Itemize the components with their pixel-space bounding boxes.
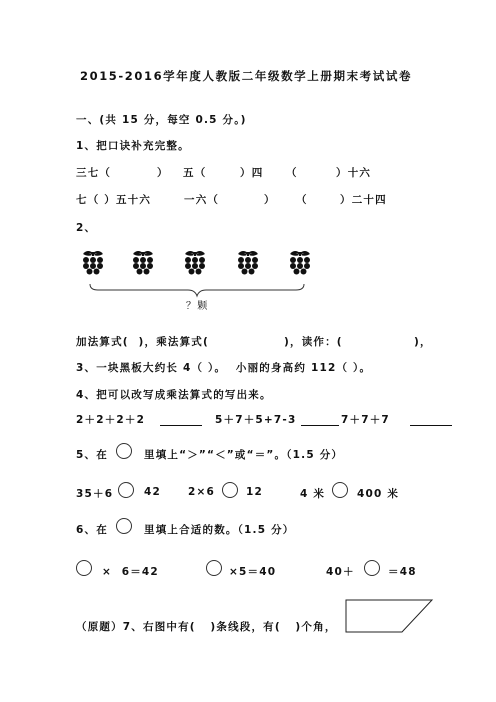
answer-circle[interactable]	[332, 482, 348, 498]
answer-circle[interactable]	[206, 560, 222, 576]
q6-item-1: × 6＝42	[102, 566, 159, 578]
question-3: 3、一块黑板大约长 4（ ）。 小丽的身高约 112（ ）。	[76, 362, 372, 374]
q1-row1-part-d: ）四	[240, 167, 264, 179]
q1-row2-part-a: 七（ ）五十六	[76, 194, 152, 206]
trapezoid-figure	[344, 598, 434, 634]
q2-line-part-a: 加法算式( )，乘法算式(	[76, 336, 210, 348]
answer-circle[interactable]	[76, 560, 92, 576]
answer-blank[interactable]	[301, 425, 339, 426]
question-2-label: 2、	[76, 222, 97, 234]
q6-item-3-right: ＝48	[388, 566, 417, 578]
q2-line-part-b: )，读作：(	[284, 336, 343, 348]
q1-row2-part-d: （	[296, 194, 308, 206]
question-5-label-b: 里填上“＞”“＜”或“＝”。（1.5 分）	[144, 449, 344, 461]
brace-label: ？颗	[186, 301, 209, 312]
grape-icon	[235, 250, 261, 276]
answer-circle[interactable]	[116, 518, 132, 534]
answer-circle[interactable]	[222, 482, 238, 498]
answer-blank[interactable]	[410, 425, 452, 426]
answer-blank[interactable]	[160, 425, 202, 426]
section-heading: 一、(共 15 分，每空 0.5 分。)	[76, 114, 247, 126]
answer-circle[interactable]	[118, 482, 134, 498]
q6-item-3-left: 40＋	[326, 566, 355, 578]
q4-expression-3: 7＋7＋7	[341, 414, 390, 426]
curly-brace	[88, 282, 306, 298]
q5-item-3-left: 4 米	[300, 488, 326, 500]
grape-icon	[287, 250, 313, 276]
q1-row1-part-f: ）十六	[336, 167, 372, 179]
q5-item-1-right: 42	[144, 486, 162, 498]
question-1-label: 1、把口诀补充完整。	[76, 140, 190, 152]
q2-line-part-c: )，	[414, 336, 432, 348]
question-6-label-b: 里填上合适的数。（1.5 分）	[144, 524, 295, 536]
q1-row2-part-b: 一六（	[184, 194, 220, 206]
q5-item-2-right: 12	[246, 486, 264, 498]
q5-item-2-left: 2×6	[188, 486, 216, 498]
question-5-label-a: 5、在	[76, 449, 108, 461]
q5-item-3-right: 400 米	[357, 488, 400, 500]
grape-icon	[130, 250, 156, 276]
q1-row2-part-e: ）二十四	[340, 194, 387, 206]
q4-expression-2: 5＋7＋5+7-3	[215, 414, 297, 426]
question-7: （原题）7、右图中有( )条线段，有( )个角，	[76, 621, 337, 633]
answer-circle[interactable]	[116, 443, 132, 459]
q5-item-1-left: 35＋6	[76, 488, 114, 500]
q1-row1-part-b: ）	[157, 167, 169, 179]
question-4-label: 4、把可以改写成乘法算式的写出来。	[76, 389, 272, 401]
question-6-label-a: 6、在	[76, 524, 108, 536]
q4-expression-1: 2＋2＋2＋2	[76, 414, 146, 426]
q1-row1-part-a: 三七（	[76, 167, 112, 179]
q1-row1-part-c: 五（	[183, 167, 207, 179]
grape-icon	[182, 250, 208, 276]
answer-circle[interactable]	[364, 560, 380, 576]
q1-row1-part-e: （	[286, 167, 298, 179]
page-title: 2015-2016学年度人教版二年级数学上册期末考试试卷	[80, 69, 413, 83]
q6-item-2: ×5＝40	[229, 566, 277, 578]
q1-row2-part-c: ）	[264, 194, 276, 206]
grape-icon	[80, 250, 106, 276]
